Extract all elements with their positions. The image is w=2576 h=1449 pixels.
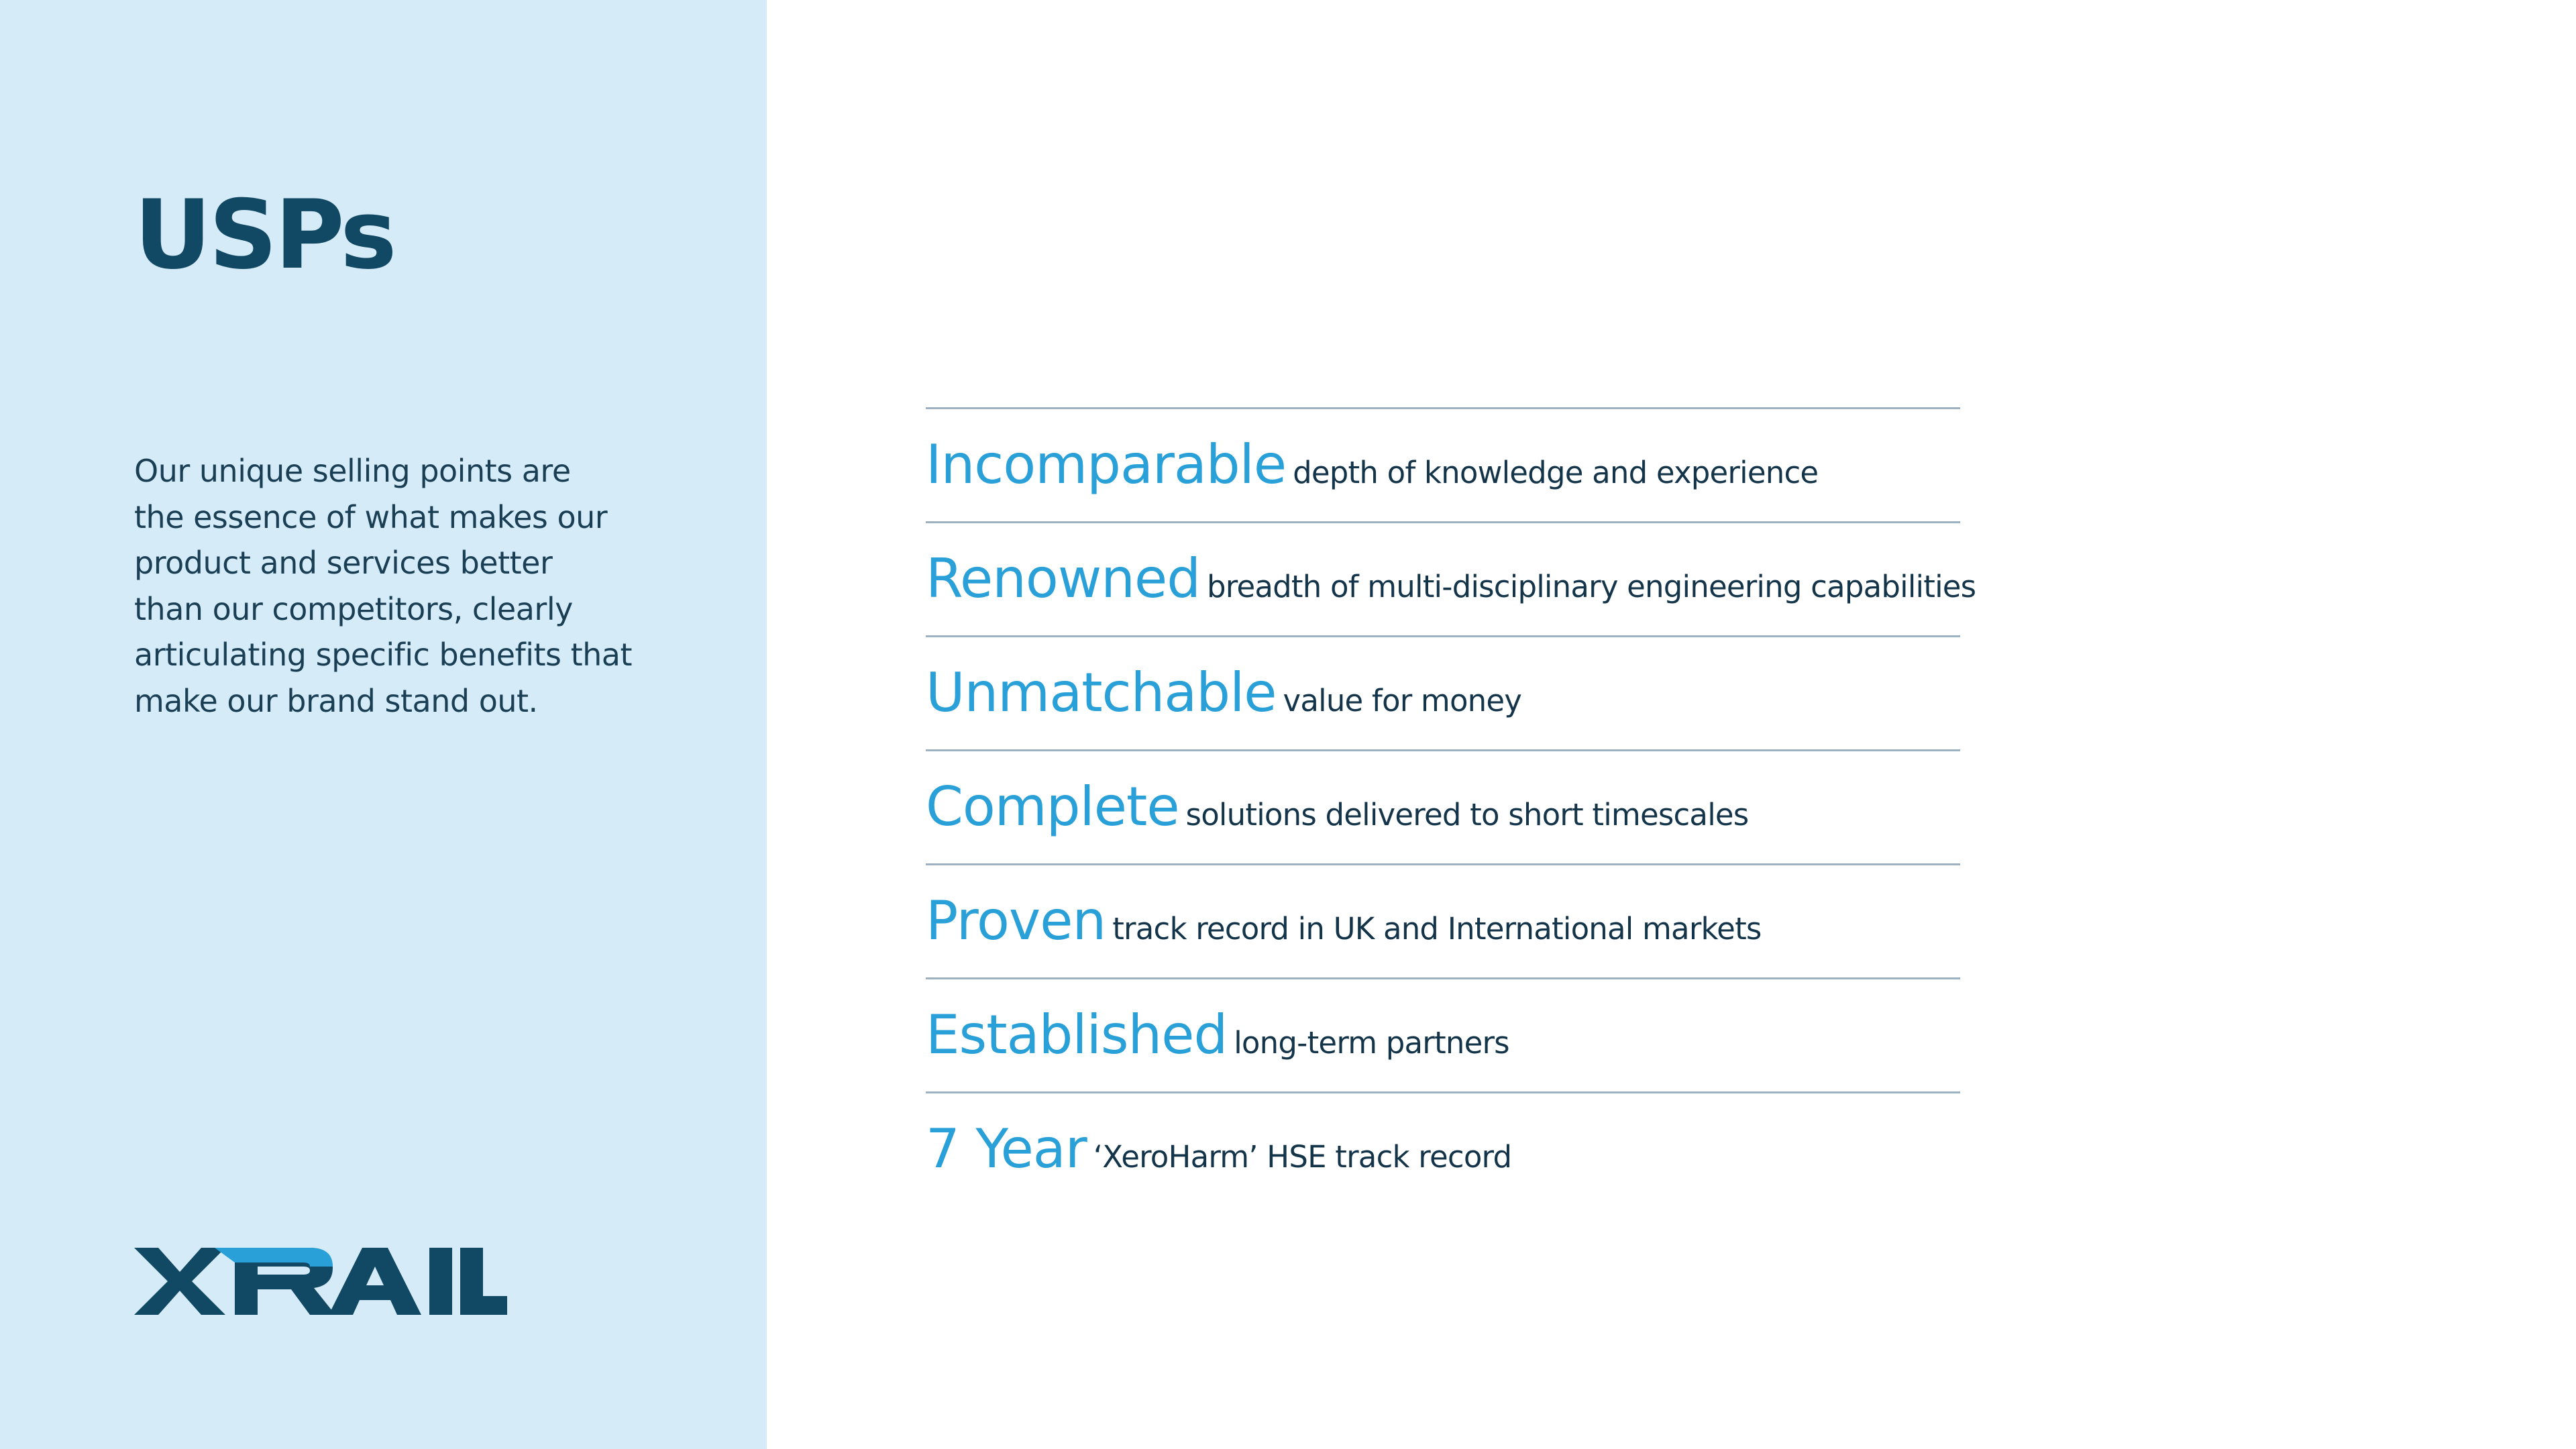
usp-keyword: Renowned bbox=[926, 547, 1200, 610]
usp-description: depth of knowledge and experience bbox=[1293, 455, 1819, 490]
intro-line: articulating specific benefits that bbox=[134, 637, 633, 674]
usp-description: value for money bbox=[1283, 683, 1522, 718]
intro-line: Our unique selling points are bbox=[134, 453, 571, 489]
xrail-logo bbox=[134, 1248, 507, 1315]
intro-line: than our competitors, clearly bbox=[134, 590, 573, 627]
usp-item bbox=[926, 863, 1960, 977]
usp-item bbox=[926, 1091, 1960, 1205]
page-title: USPs bbox=[134, 180, 394, 290]
usp-keyword: Complete bbox=[926, 775, 1179, 838]
usp-keyword: Established bbox=[926, 1004, 1228, 1066]
usp-item bbox=[926, 749, 1960, 863]
usp-description: breadth of multi-disciplinary engineering capabilities bbox=[1207, 569, 1976, 604]
usp-description: long-term partners bbox=[1234, 1025, 1509, 1061]
usp-item bbox=[926, 521, 1976, 635]
usp-keyword: 7 Year bbox=[926, 1118, 1087, 1180]
usp-list bbox=[926, 407, 1976, 1205]
usp-description: ‘XeroHarm’ HSE track record bbox=[1093, 1139, 1512, 1175]
usp-keyword: Incomparable bbox=[926, 433, 1287, 496]
sidebar-panel bbox=[0, 0, 767, 1449]
usp-item bbox=[926, 977, 1960, 1091]
usp-description: track record in UK and International markets bbox=[1112, 911, 1762, 947]
usp-description: solutions delivered to short timescales bbox=[1185, 797, 1749, 833]
usp-item bbox=[926, 635, 1960, 749]
intro-line: the essence of what makes our bbox=[134, 498, 608, 535]
usp-item bbox=[926, 407, 1960, 521]
intro-line: product and services better bbox=[134, 545, 553, 582]
intro-paragraph bbox=[134, 448, 644, 724]
usp-keyword: Proven bbox=[926, 890, 1106, 952]
usp-keyword: Unmatchable bbox=[926, 661, 1277, 724]
intro-line: make our brand stand out. bbox=[134, 682, 538, 719]
